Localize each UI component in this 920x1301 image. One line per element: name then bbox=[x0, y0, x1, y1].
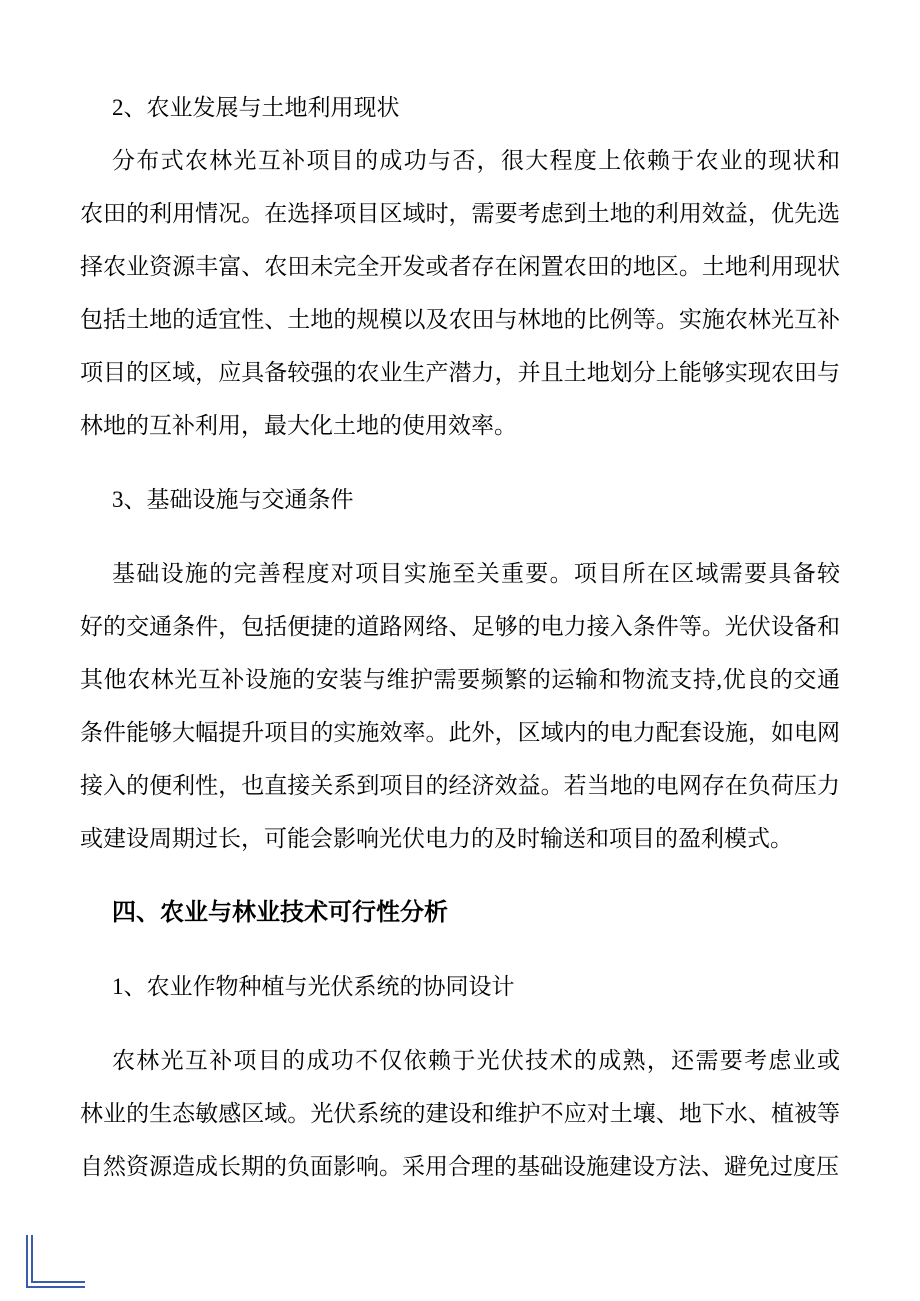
text-line: 农林光互补项目的成功不仅依赖于光伏技术的成熟，还需要考虑业或 bbox=[112, 1048, 840, 1073]
text-line: 基础设施的完善程度对项目实施至关重要。项目所在区域需要具备较 bbox=[112, 561, 840, 586]
text-line: 条件能够大幅提升项目的实施效率。此外，区域内的电力配套设施，如电网 bbox=[80, 720, 840, 745]
text-line: 或建设周期过长，可能会影响光伏电力的及时输送和项目的盈利模式。 bbox=[80, 826, 793, 851]
sub-heading: 2、农业发展与土地利用现状 bbox=[112, 95, 400, 120]
sub-heading: 1、农业作物种植与光伏系统的协同设计 bbox=[112, 974, 515, 999]
text-line: 林业的生态敏感区域。光伏系统的建设和维护不应对土壤、地下水、植被等 bbox=[80, 1101, 840, 1126]
paragraph bbox=[80, 547, 840, 865]
text-line: 好的交通条件，包括便捷的道路网络、足够的电力接入条件等。光伏设备和 bbox=[80, 614, 840, 639]
text-line: 接入的便利性，也直接关系到项目的经济效益。若当地的电网存在负荷压力 bbox=[80, 773, 840, 798]
page-border-corner-decoration bbox=[26, 1235, 85, 1288]
section-heading: 四、农业与林业技术可行性分析 bbox=[112, 899, 448, 926]
text-line: 林地的互补利用，最大化土地的使用效率。 bbox=[80, 413, 517, 438]
text-line: 农田的利用情况。在选择项目区域时，需要考虑到土地的利用效益，优先选 bbox=[80, 201, 840, 226]
text-line: 项目的区域，应具备较强的农业生产潜力，并且土地划分上能够实现农田与 bbox=[80, 360, 840, 385]
paragraph bbox=[80, 1034, 840, 1193]
text-line: 择农业资源丰富、农田未完全开发或者存在闲置农田的地区。土地利用现状 bbox=[80, 254, 840, 279]
text-line: 自然资源造成长期的负面影响。采用合理的基础设施建设方法、避免过度压 bbox=[80, 1154, 839, 1179]
sub-heading: 3、基础设施与交通条件 bbox=[112, 487, 354, 512]
text-line: 分布式农林光互补项目的成功与否，很大程度上依赖于农业的现状和 bbox=[112, 148, 840, 173]
text-line: 其他农林光互补设施的安装与维护需要频繁的运输和物流支持,优良的交通 bbox=[80, 667, 840, 692]
paragraph bbox=[80, 134, 840, 452]
text-line: 包括土地的适宜性、土地的规模以及农田与林地的比例等。实施农林光互补 bbox=[80, 307, 840, 332]
